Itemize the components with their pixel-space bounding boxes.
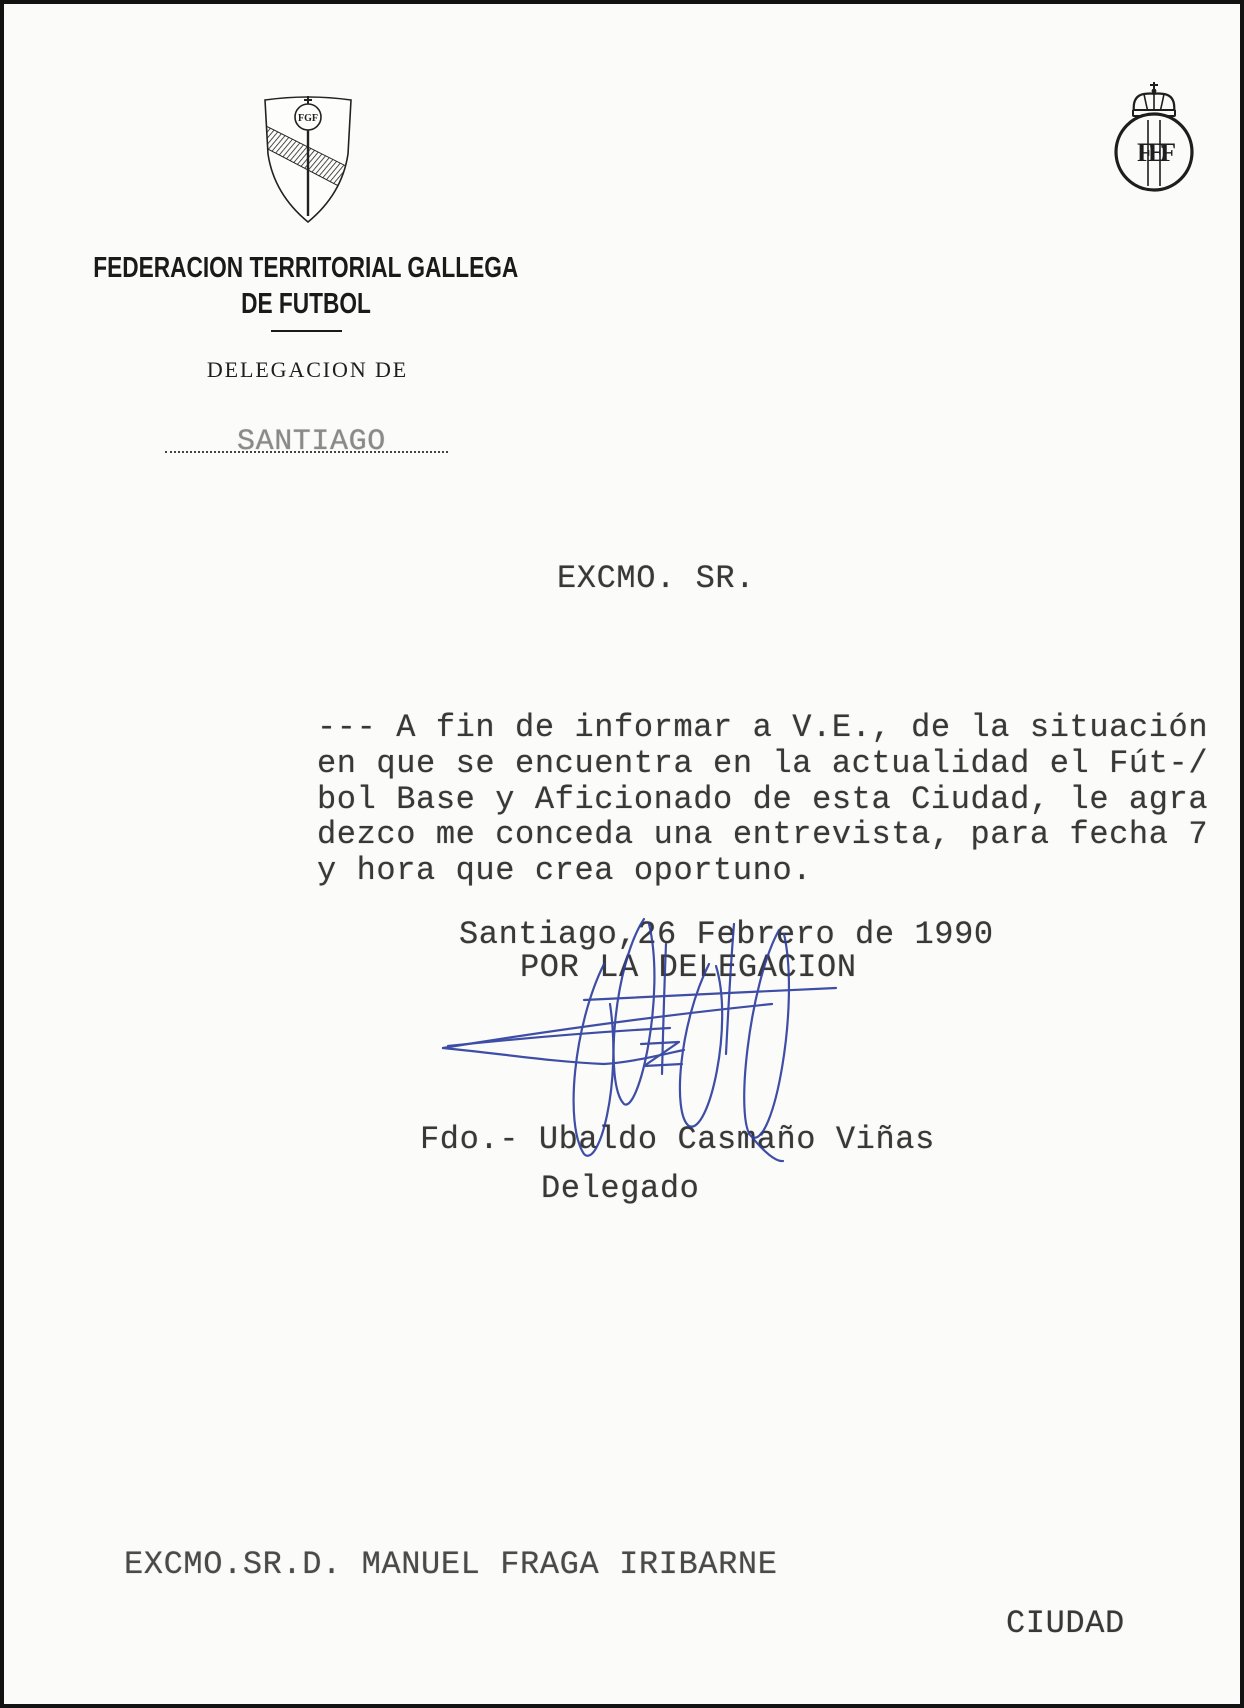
organization-name-line1 [4,254,608,283]
left-monogram: FGF [298,113,318,124]
letterhead-rule [271,330,342,332]
organization-name-line2 [4,290,608,319]
salutation: EXCMO. SR. [557,560,756,597]
body-line: y hora que crea oportuno. [317,852,813,890]
body-line: bol Base y Aficionado de esta Ciudad, le agra [317,780,1209,818]
signature-mark [434,904,854,1174]
signed-for-line: POR LA DELEGACION [520,949,857,986]
galician-federation-shield-icon [262,94,354,226]
recipient-name: EXCMO.SR.D. MANUEL FRAGA IRIBARNE [124,1546,778,1583]
signatory-name: Fdo.- Ubaldo Casmaño Viñas [420,1121,935,1158]
right-monogram: FEF [1136,138,1172,167]
delegation-dotted-line [165,451,448,453]
crowned-federation-emblem-icon [1110,82,1198,194]
recipient-city: CIUDAD [1006,1605,1125,1642]
date-line: Santiago,26 Febrero de 1990 [459,916,994,953]
organization-name-line2-text: DE FUTBOL [241,288,371,320]
delegation-city: SANTIAGO [237,425,386,459]
organization-name-line1-text: FEDERACION TERRITORIAL GALLEGA [93,252,519,284]
letter-body [317,710,1208,889]
body-line: --- A fin de informar a V.E., de la situación [317,709,1209,746]
signatory-title: Delegado [541,1170,700,1207]
delegation-label: DELEGACION DE [206,357,409,382]
body-line: dezco me conceda una entrevista, para fecha 7 [317,816,1209,854]
body-line: en que se encuentra en la actualidad el Fút-/ [317,744,1209,782]
